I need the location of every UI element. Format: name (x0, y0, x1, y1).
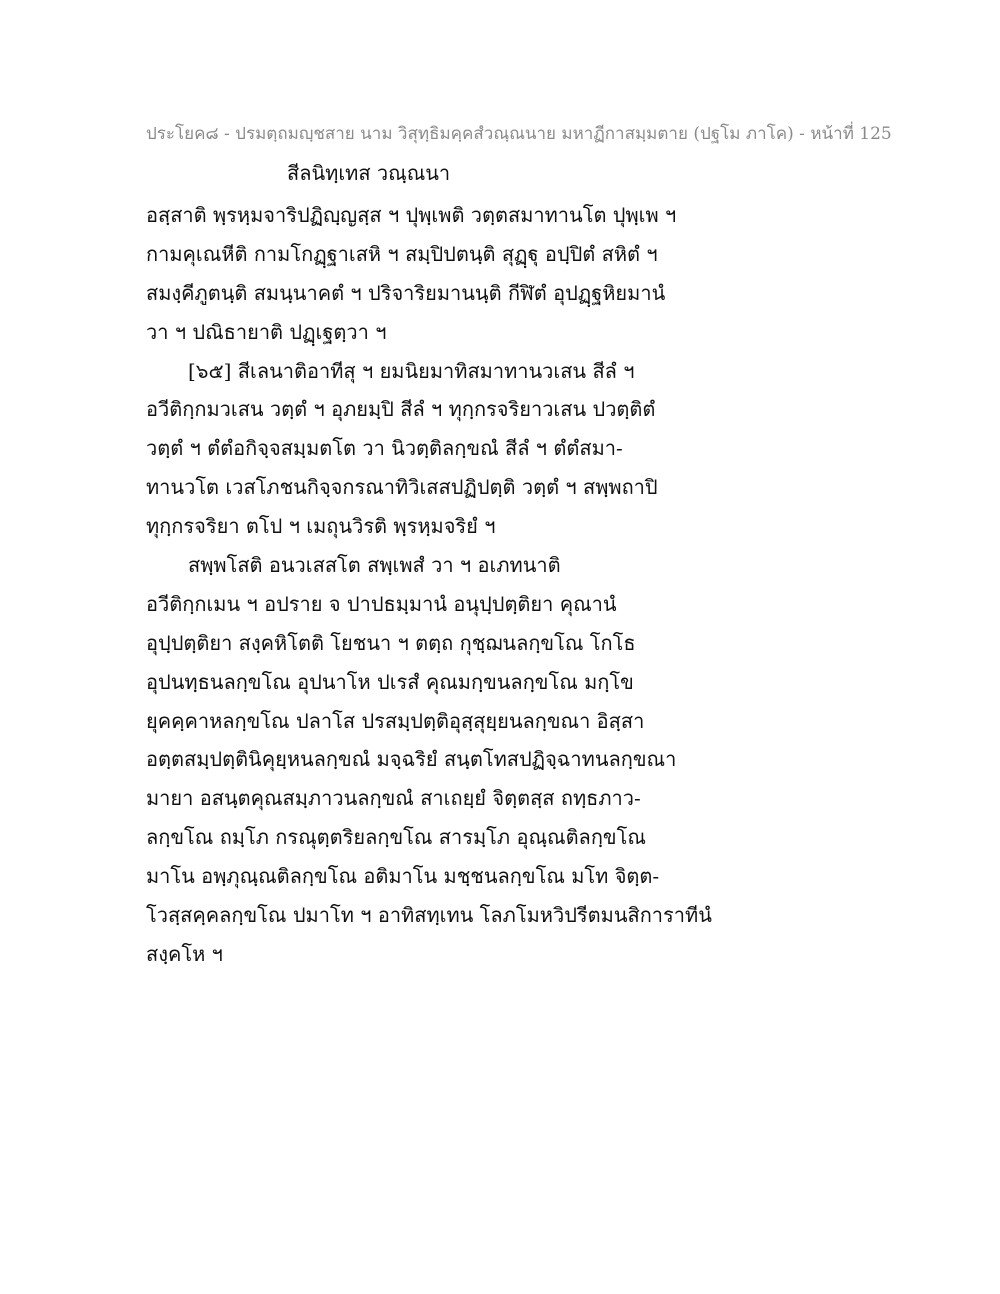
text-line: ลกฺขโณ ถมฺโภ กรณุตฺตริยลกฺขโณ สารมฺโภ อุณฺณติลกฺขโณ (146, 825, 646, 850)
text-line: วตฺตํ ฯ ตํตํอกิจฺจสมฺมตโต วา นิวตฺติลกฺขณํ สีลํ ฯ ตํตํสมา- (146, 436, 623, 461)
body-text (146, 196, 726, 974)
text-line: ยุคคฺคาหลกฺขโณ ปลาโส ปรสมฺปตฺติอุสฺสุยฺยนลกฺขณา อิสฺสา (146, 708, 645, 733)
running-header: ประโยค๘ - ปรมตฺถมญฺชสาย นาม วิสุทฺธิมคฺคสํวณฺณนาย มหาฏีกาสมฺมตาย (ปฐโม ภาโค) - หน้าที่ 125 (146, 124, 892, 144)
paragraph-start-line: สพฺพโสติ อนวเสสโต สพฺเพสํ วา ฯ อเภทนาติ (188, 553, 561, 578)
text-line: กามคุเณหีติ กามโกฏฺฐาเสหิ ฯ สมฺปิปตนฺติ สุฏฺฐุ อปฺปิตํ สหิตํ ฯ (146, 241, 658, 266)
text-line: อุปนทฺธนลกฺขโณ อุปนาโห ปเรสํ คุณมกฺขนลกฺขโณ มกฺโข (146, 669, 634, 694)
text-line: สมงฺคีภูตนฺติ สมนฺนาคตํ ฯ ปริจาริยมานนฺติ กีฬิตํ อุปฏฺฐหิยมานํ (146, 280, 666, 305)
text-line: สงฺคโห ฯ (146, 941, 223, 966)
text-line: ทุกฺกรจริยา ตโป ฯ เมถุนวิรติ พฺรหฺมจริยํ ฯ (146, 514, 496, 539)
text-line: อวีติกฺกเมน ฯ อปราย จ ปาปธมฺมานํ อนุปฺปตฺติยา คุณานํ (146, 591, 617, 616)
text-line: อตฺตสมฺปตฺตินิคุยฺหนลกฺขณํ มจฺฉริยํ สนฺตโทสปฏิจฺฉาทนลกฺขณา (146, 747, 677, 772)
text-line: มายา อสนฺตคุณสมฺภาวนลกฺขณํ สาเถยฺยํ จิตฺตสฺส ถทฺธภาว- (146, 786, 641, 811)
text-line: มาโน อพฺภุณฺณติลกฺขโณ อติมาโน มชฺชนลกฺขโณ มโท จิตฺต- (146, 864, 660, 889)
text-line: โวสฺสคฺคลกฺขโณ ปมาโท ฯ อาทิสทฺเทน โลภโมหวิปรีตมนสิการาทีนํ (146, 903, 712, 928)
text-line: วา ฯ ปณิธายาติ ปฏฺเฐตฺวา ฯ (146, 319, 387, 344)
text-line: ทานวโต เวสโภชนกิจฺจกรณาทิวิเสสปฏิปตฺติ วตฺตํ ฯ สพฺพถาปิ (146, 475, 658, 500)
text-line: อวีติกฺกมวเสน วตฺตํ ฯ อุภยมฺปิ สีลํ ฯ ทุกฺกรจริยาวเสน ปวตฺติตํ (146, 397, 656, 422)
text-line: อุปฺปตฺติยา สงฺคหิโตติ โยชนา ฯ ตตฺถ กุชฺฌนลกฺขโณ โกโธ (146, 630, 636, 655)
section-heading: สีลนิทฺเทส วณฺณนา (287, 161, 451, 185)
text-line: อสฺสาติ พฺรหฺมจาริปฏิญฺญสฺส ฯ ปุพฺเพติ วตฺตสมาทานโต ปุพฺเพ ฯ (146, 203, 677, 227)
paragraph-start-line: [๖๕] สีเลนาติอาทีสุ ฯ ยมนิยมาทิสมาทานวเสน สีลํ ฯ (188, 358, 635, 383)
